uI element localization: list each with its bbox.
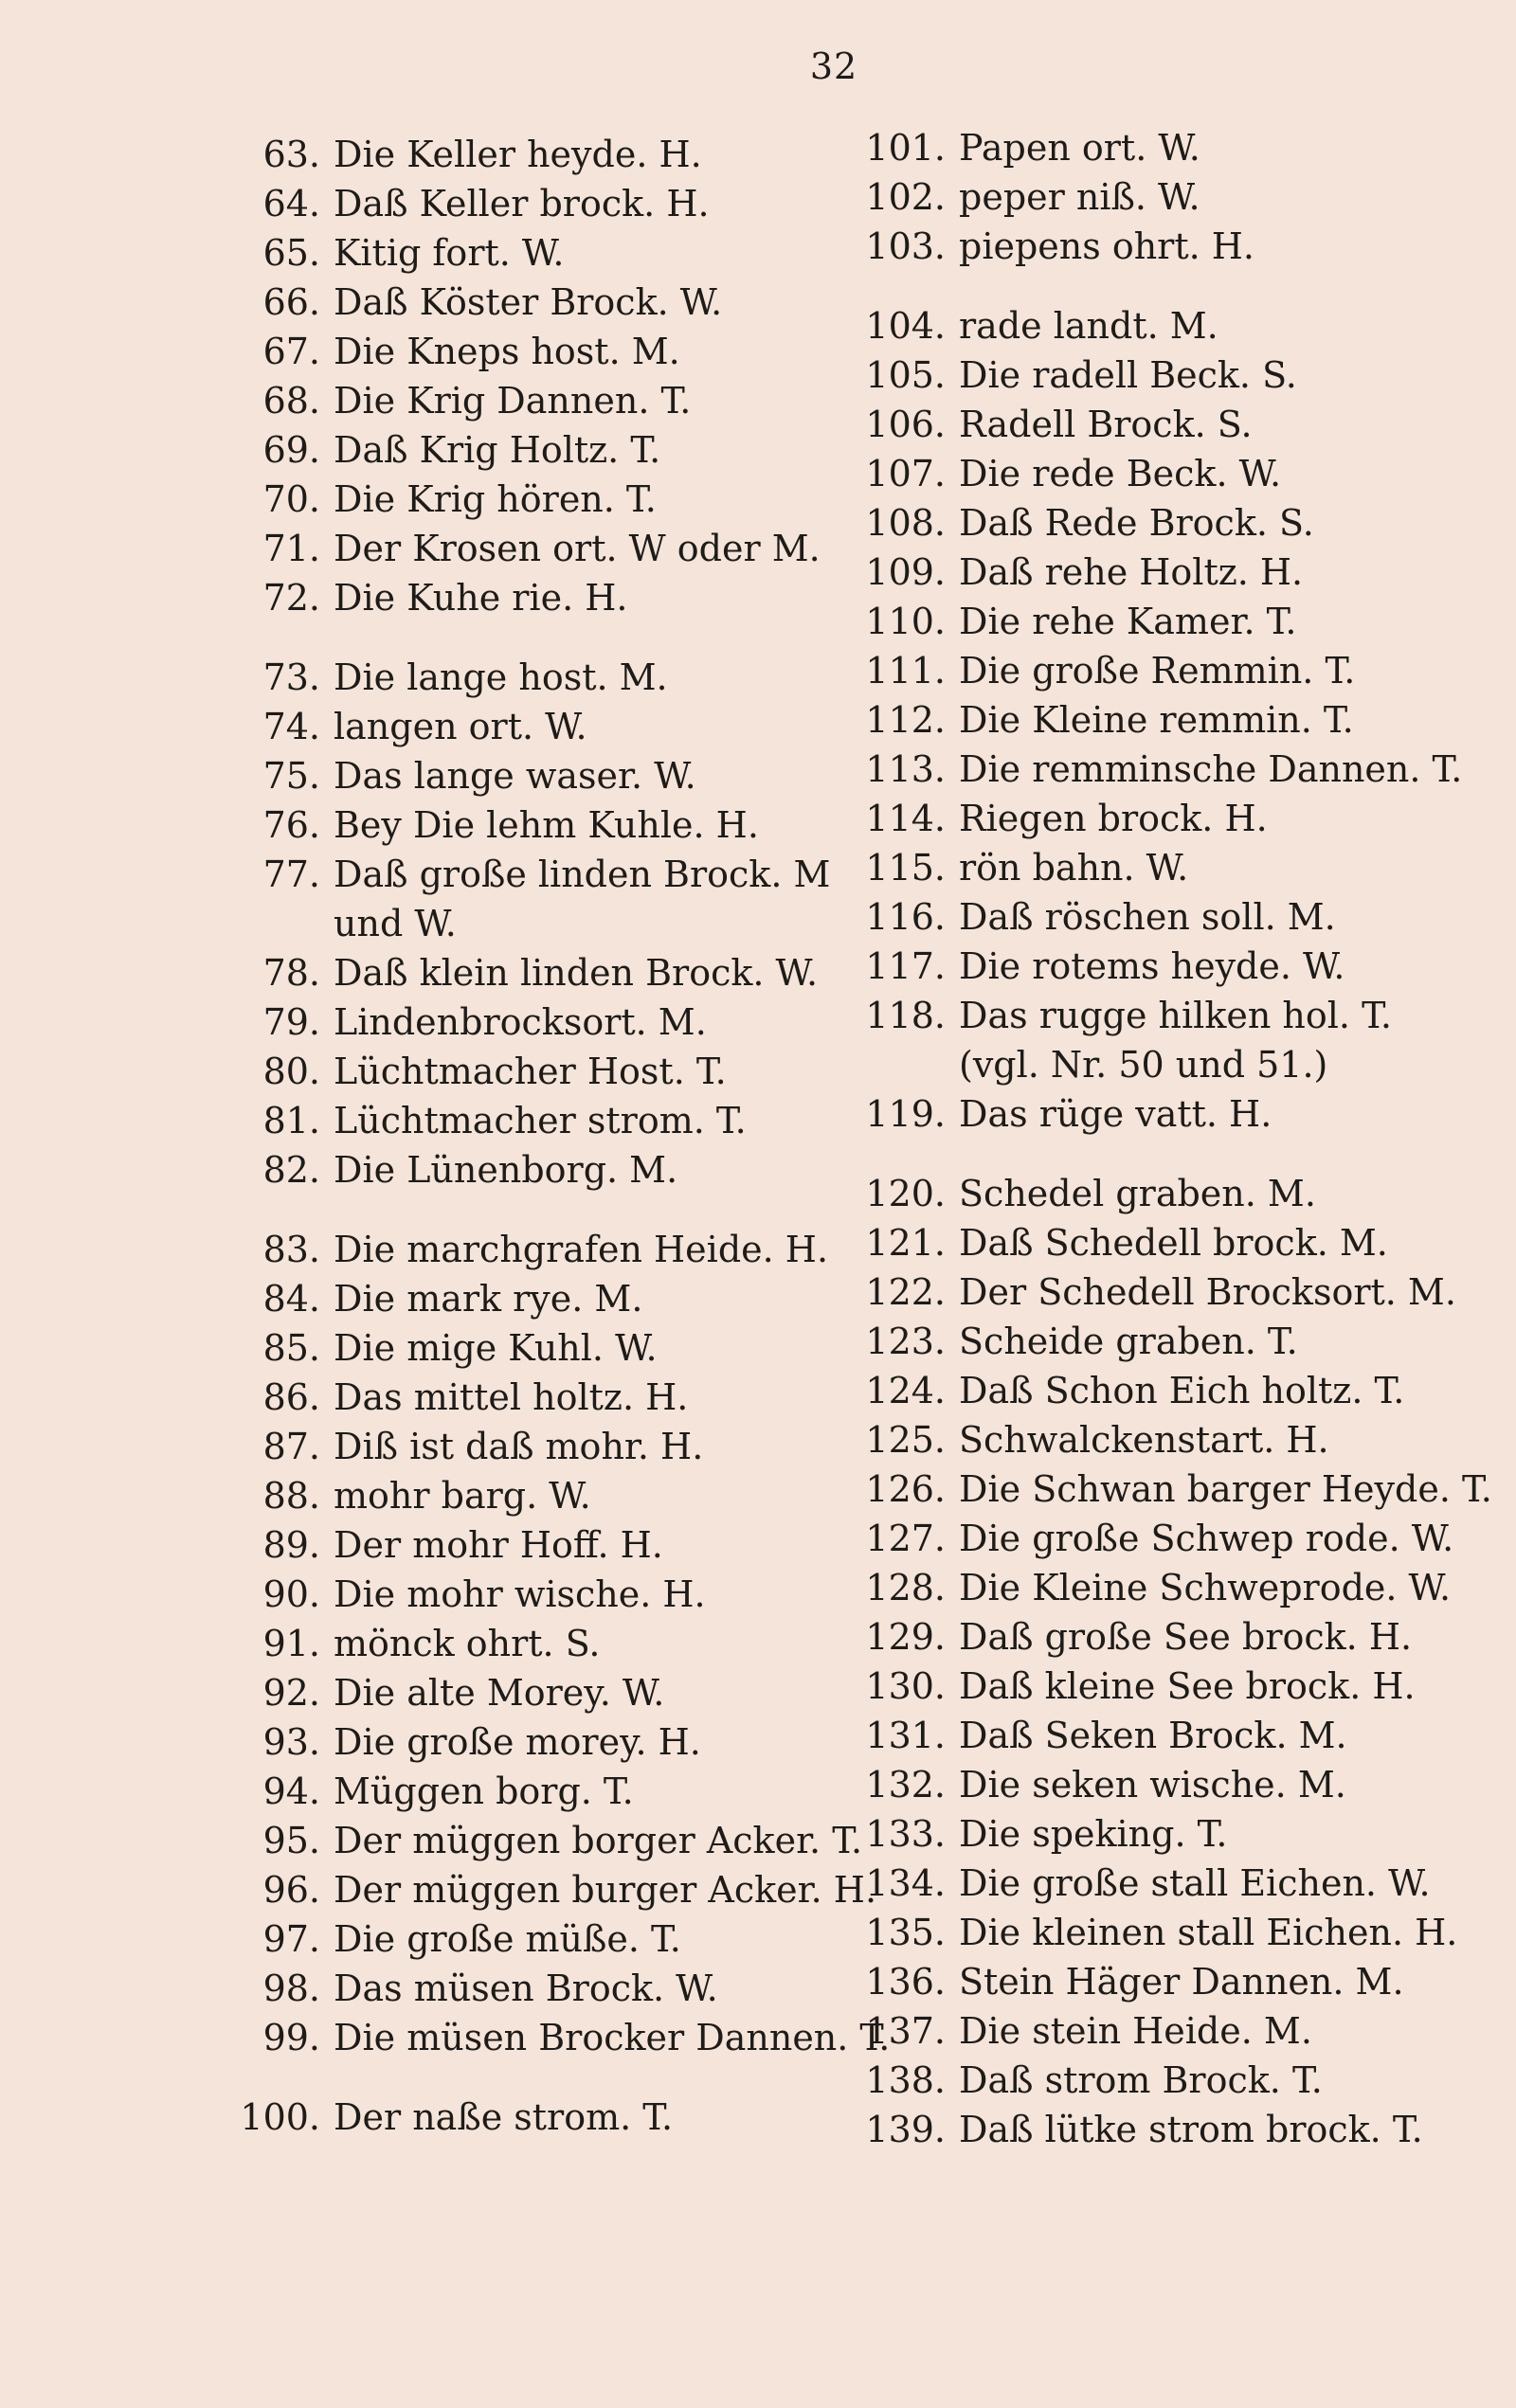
list-item — [227, 228, 853, 278]
entry-number: 102. — [865, 176, 946, 218]
list-item — [853, 1169, 1497, 1218]
list-item — [853, 892, 1497, 942]
list-item — [227, 2013, 891, 2062]
entry-number: 113. — [865, 748, 946, 790]
list-item — [227, 751, 853, 800]
entry-text: Die Krig Dannen. T. — [334, 380, 692, 422]
entry-text: Bey Die lehm Kuhle. H. — [334, 804, 759, 846]
entry-text: Die mige Kuhl. W. — [334, 1327, 658, 1369]
entry-text: Daß rehe Holtz. H. — [959, 551, 1304, 593]
entry-number: 136. — [865, 1961, 946, 2003]
entry-number: 130. — [865, 1665, 946, 1707]
entry-number: 66. — [262, 281, 320, 323]
entry-text: Die Schwan barger Heyde. T. — [959, 1468, 1492, 1510]
entry-number: 80. — [262, 1051, 320, 1092]
list-item — [853, 2105, 1497, 2154]
entry-text: Das rugge hilken hol. T. — [959, 995, 1392, 1036]
list-item — [853, 548, 1497, 597]
list-item — [227, 850, 853, 899]
entry-text: Daß Rede Brock. S. — [959, 502, 1314, 544]
list-item — [227, 1047, 853, 1096]
entry-text: Die Kneps host. M. — [334, 331, 680, 372]
list-item — [227, 702, 853, 751]
entry-number: 63. — [262, 134, 320, 175]
list-item — [227, 1096, 853, 1145]
entry-number: 111. — [865, 650, 946, 692]
list-item — [853, 1809, 1497, 1859]
entry-number: 94. — [262, 1770, 320, 1812]
entry-text: Die seken wische. M. — [959, 1764, 1346, 1806]
entry-number: 87. — [262, 1426, 320, 1467]
left-column — [227, 130, 891, 2142]
entry-number: 128. — [865, 1567, 946, 1608]
entry-number: 127. — [865, 1518, 946, 1559]
entry-text: Daß Krig Holtz. T. — [334, 429, 661, 471]
entry-text: Der naße strom. T. — [334, 2096, 674, 2138]
entry-text: Daß Keller brock. H. — [334, 183, 710, 225]
section-gap — [853, 271, 1497, 301]
list-item — [853, 301, 1497, 350]
entry-number: 97. — [262, 1918, 320, 1960]
entry-number: 78. — [262, 952, 320, 994]
entry-text: Diß ist daß mohr. H. — [334, 1426, 704, 1467]
list-item — [227, 179, 853, 228]
entry-number: 95. — [262, 1820, 320, 1861]
entry-number: 90. — [262, 1573, 320, 1615]
list-item — [227, 1865, 877, 1914]
entry-number: 69. — [262, 429, 320, 471]
entry-text: Die rehe Kamer. T. — [959, 601, 1297, 642]
list-item — [227, 800, 853, 850]
list-item — [853, 172, 1497, 222]
entry-text: Die große müße. T. — [334, 1918, 681, 1960]
entry-text: Das rüge vatt. H. — [959, 1093, 1272, 1135]
entry-number: 72. — [262, 577, 320, 619]
list-item — [853, 2006, 1497, 2056]
list-item — [227, 573, 853, 622]
entry-number: 82. — [262, 1149, 320, 1191]
entry-number: 129. — [865, 1616, 946, 1658]
list-item — [227, 1914, 853, 1964]
entry-number: 100. — [240, 2096, 320, 2138]
list-item — [227, 1717, 853, 1767]
entry-text: mönck ohrt. S. — [334, 1623, 601, 1664]
entry-number: 131. — [865, 1715, 946, 1756]
entry-text: langen ort. W. — [334, 706, 587, 747]
entry-number: 96. — [262, 1869, 320, 1911]
entry-number: 68. — [262, 380, 320, 422]
list-item — [227, 1668, 853, 1717]
list-item — [227, 1373, 853, 1422]
entry-number: 91. — [262, 1623, 320, 1664]
list-item — [853, 1415, 1497, 1465]
page-number: 32 — [809, 45, 858, 87]
entry-number: 86. — [262, 1376, 320, 1418]
entry-number: 105. — [865, 354, 946, 396]
entry-text: mohr barg. W. — [334, 1475, 591, 1517]
entry-text: Die große Remmin. T. — [959, 650, 1356, 692]
entry-text: Daß Schon Eich holtz. T. — [959, 1370, 1405, 1411]
entry-number: 109. — [865, 551, 946, 593]
list-item — [853, 400, 1497, 449]
entry-text: Die Lünenborg. M. — [334, 1149, 678, 1191]
entry-number: 139. — [865, 2109, 946, 2150]
entry-number: 73. — [262, 656, 320, 698]
list-item — [227, 475, 853, 524]
entry-number: 75. — [262, 755, 320, 797]
entry-text: Radell Brock. S. — [959, 404, 1253, 445]
entry-text: Das müsen Brock. W. — [334, 1968, 718, 2009]
entry-number: 79. — [262, 1001, 320, 1043]
entry-number: 115. — [865, 847, 946, 889]
entry-text: Schwalckenstart. H. — [959, 1419, 1329, 1461]
section-gap — [227, 622, 853, 653]
list-item — [853, 1465, 1497, 1514]
entry-text: Die große stall Eichen. W. — [959, 1862, 1431, 1904]
entry-text: Die speking. T. — [959, 1813, 1228, 1855]
entry-text: Das lange waser. W. — [334, 755, 696, 797]
list-item — [853, 1089, 1497, 1139]
list-item — [227, 425, 853, 475]
right-column — [853, 123, 1497, 2154]
entry-number: 121. — [865, 1222, 946, 1264]
entry-number: 119. — [865, 1093, 946, 1135]
list-item — [853, 1908, 1497, 1957]
entry-number: 137. — [865, 2010, 946, 2052]
entry-text: Die remminsche Dannen. T. — [959, 748, 1463, 790]
entry-text: Der mohr Hoff. H. — [334, 1524, 663, 1566]
entry-text: Die rede Beck. W. — [959, 453, 1282, 494]
list-item — [853, 1267, 1497, 1317]
list-item — [227, 1619, 853, 1668]
entry-number: 65. — [262, 232, 320, 274]
entry-number: 135. — [865, 1912, 946, 1953]
entry-number: 134. — [865, 1862, 946, 1904]
entry-number: 138. — [865, 2059, 946, 2101]
list-item — [227, 1520, 853, 1570]
list-item — [227, 1422, 853, 1471]
entry-text: Daß Schedell brock. M. — [959, 1222, 1388, 1264]
entry-number: 104. — [865, 305, 946, 347]
entry-number: 98. — [262, 1968, 320, 2009]
entry-number: 99. — [262, 2017, 320, 2058]
entry-text: Der müggen burger Acker. H. — [334, 1869, 877, 1911]
entry-text: Der Krosen ort. W oder M. — [334, 528, 821, 569]
list-item — [227, 1767, 853, 1816]
entry-text: Papen ort. W. — [959, 127, 1200, 169]
entry-number: 77. — [262, 854, 320, 895]
list-item — [853, 1366, 1497, 1415]
list-item — [227, 1274, 853, 1323]
entry-number: 92. — [262, 1672, 320, 1714]
entry-number: 114. — [865, 798, 946, 839]
list-item — [227, 1570, 853, 1619]
entry-number: 118. — [865, 995, 946, 1036]
list-item — [227, 653, 853, 702]
entry-text: Die radell Beck. S. — [959, 354, 1297, 396]
entry-text: Die müsen Brocker Dannen. T. — [334, 2017, 891, 2058]
list-item — [853, 350, 1497, 400]
entry-text: Die Kleine Schweprode. W. — [959, 1567, 1452, 1608]
entry-number: 64. — [262, 183, 320, 225]
list-item — [227, 1323, 853, 1373]
list-item — [853, 498, 1497, 548]
list-item — [853, 449, 1497, 498]
entry-text: Der müggen borger Acker. T. — [334, 1820, 863, 1861]
list-item — [853, 222, 1497, 271]
entry-number: 132. — [865, 1764, 946, 1806]
entry-text: Lindenbrocksort. M. — [334, 1001, 707, 1043]
entry-text: Das mittel holtz. H. — [334, 1376, 689, 1418]
list-item — [227, 1964, 853, 2013]
entry-text: Die lange host. M. — [334, 656, 668, 698]
list-item — [853, 1859, 1497, 1908]
entry-number: 123. — [865, 1321, 946, 1362]
entry-text: Daß große linden Brock. M — [334, 854, 831, 895]
entry-number: 84. — [262, 1278, 320, 1320]
entry-text: Lüchtmacher Host. T. — [334, 1051, 727, 1092]
entry-number: 106. — [865, 404, 946, 445]
section-gap — [227, 1195, 853, 1225]
entry-number: 125. — [865, 1419, 946, 1461]
list-item — [227, 130, 853, 179]
entry-text: Die große Schwep rode. W. — [959, 1518, 1454, 1559]
entry-text: rade landt. M. — [959, 305, 1218, 347]
entry-number: 89. — [262, 1524, 320, 1566]
list-item — [227, 948, 853, 997]
entry-text: Scheide graben. T. — [959, 1321, 1298, 1362]
list-item — [853, 1218, 1497, 1267]
entry-number: 76. — [262, 804, 320, 846]
entry-text: peper niß. W. — [959, 176, 1200, 218]
entry-text: Die alte Morey. W. — [334, 1672, 665, 1714]
entry-number: 110. — [865, 601, 946, 642]
entry-continuation: (vgl. Nr. 50 und 51.) — [959, 1044, 1328, 1086]
entry-number: 120. — [865, 1173, 946, 1214]
entry-number: 71. — [262, 528, 320, 569]
list-item — [853, 1760, 1497, 1809]
entry-number: 126. — [865, 1468, 946, 1510]
entry-text: Die marchgrafen Heide. H. — [334, 1229, 829, 1270]
entry-number: 124. — [865, 1370, 946, 1411]
entry-text: Lüchtmacher strom. T. — [334, 1100, 747, 1141]
list-item — [227, 524, 853, 573]
list-item — [853, 1612, 1497, 1662]
entry-text: Müggen borg. T. — [334, 1770, 634, 1812]
entry-text: Die Kuhe rie. H. — [334, 577, 628, 619]
entry-text: Daß Köster Brock. W. — [334, 281, 723, 323]
list-item — [853, 942, 1497, 991]
entry-number: 107. — [865, 453, 946, 494]
list-item — [853, 123, 1497, 172]
entry-number: 70. — [262, 478, 320, 520]
entry-text: Daß strom Brock. T. — [959, 2059, 1323, 2101]
list-item — [853, 597, 1497, 646]
entry-text: Die Keller heyde. H. — [334, 134, 702, 175]
entry-text: Der Schedell Brocksort. M. — [959, 1271, 1456, 1313]
list-item — [227, 1225, 853, 1274]
list-item — [227, 1145, 853, 1195]
entry-text: Die mark rye. M. — [334, 1278, 643, 1320]
entry-text: rön bahn. W. — [959, 847, 1189, 889]
entry-text: Schedel graben. M. — [959, 1173, 1316, 1214]
list-item — [853, 646, 1497, 695]
entry-number: 88. — [262, 1475, 320, 1517]
list-item — [227, 376, 853, 425]
entry-text: Daß röschen soll. M. — [959, 896, 1336, 938]
entry-number: 112. — [865, 699, 946, 741]
entry-text: Die mohr wische. H. — [334, 1573, 706, 1615]
list-item — [227, 327, 853, 376]
entry-text: Daß große See brock. H. — [959, 1616, 1413, 1658]
list-item — [227, 278, 853, 327]
entry-text: Stein Häger Dannen. M. — [959, 1961, 1404, 2003]
entry-text: Die Krig hören. T. — [334, 478, 657, 520]
list-item — [853, 843, 1497, 892]
entry-number: 108. — [865, 502, 946, 544]
entry-text: Die rotems heyde. W. — [959, 945, 1345, 987]
entry-number: 116. — [865, 896, 946, 938]
entry-text: Daß klein linden Brock. W. — [334, 952, 819, 994]
list-item — [853, 2056, 1497, 2105]
entry-text: Die stein Heide. M. — [959, 2010, 1312, 2052]
entry-text: Die kleinen stall Eichen. H. — [959, 1912, 1458, 1953]
entry-text: Daß Seken Brock. M. — [959, 1715, 1347, 1756]
list-item — [853, 745, 1497, 794]
list-item — [227, 997, 853, 1047]
list-item — [853, 695, 1497, 745]
entry-text: Die Kleine remmin. T. — [959, 699, 1354, 741]
entry-continuation: und W. — [334, 903, 457, 944]
list-item — [853, 991, 1497, 1040]
entry-number: 103. — [865, 225, 946, 267]
entry-text: Die große morey. H. — [334, 1721, 701, 1763]
entry-number: 81. — [262, 1100, 320, 1141]
entry-number: 122. — [865, 1271, 946, 1313]
entry-text: Riegen brock. H. — [959, 798, 1268, 839]
list-item — [853, 1563, 1497, 1612]
list-item — [853, 1662, 1497, 1711]
entry-number: 83. — [262, 1229, 320, 1270]
entry-number: 133. — [865, 1813, 946, 1855]
entry-text: piepens ohrt. H. — [959, 225, 1254, 267]
entry-number: 93. — [262, 1721, 320, 1763]
entry-text: Daß lütke strom brock. T. — [959, 2109, 1423, 2150]
list-item — [227, 1816, 863, 1865]
entry-number: 117. — [865, 945, 946, 987]
entry-number: 67. — [262, 331, 320, 372]
list-item — [853, 1514, 1497, 1563]
section-gap — [853, 1139, 1497, 1169]
entry-number: 101. — [865, 127, 946, 169]
list-item — [853, 1711, 1497, 1760]
entry-number: 85. — [262, 1327, 320, 1369]
section-gap — [227, 2062, 853, 2093]
list-item — [853, 794, 1497, 843]
list-item — [227, 2093, 853, 2142]
entry-number: 74. — [262, 706, 320, 747]
list-item — [853, 1317, 1497, 1366]
entry-text: Kitig fort. W. — [334, 232, 565, 274]
list-item — [853, 1957, 1497, 2006]
entry-text: Daß kleine See brock. H. — [959, 1665, 1416, 1707]
list-item — [227, 1471, 853, 1520]
